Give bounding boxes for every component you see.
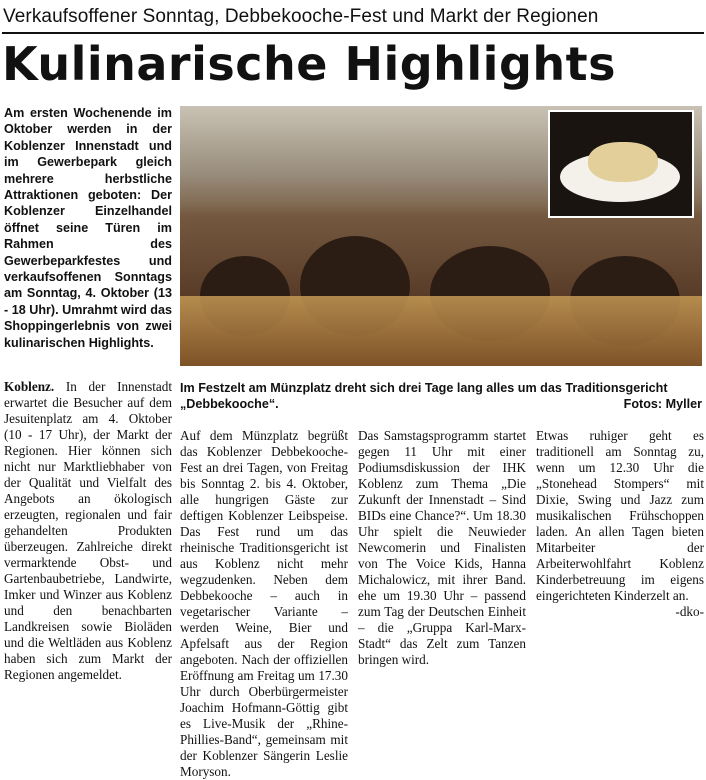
- body-column-1: [4, 379, 172, 711]
- header-rule: [2, 32, 704, 34]
- headline: Kulinarische Highlights: [2, 37, 616, 91]
- author-signature: -dko-: [675, 604, 704, 619]
- body-text: Auf dem Münzplatz begrüßt das Koblenzer Debbekooche-Fest an drei Tagen, von Freitag bis Sonntag 2. bis 4. Oktober, alle hungrigen Gäste zur deftigen Koblenzer Leibspeise. Das Fest rund um das rheinische Traditionsgericht ist aus Koblenz nicht mehr wegzudenken. Neben dem Debbekooche – auch in vegetarischer Variante – werden Weine, Bier und Apfelsaft aus der Region angeboten. Nach der offiziellen Eröffnung am Freitag um 17.30 Uhr durch Oberbürgermeister Joachim Hofmann-Göttig gibt es Live-Musik der „Rhine-Phillies-Band“, gemeinsam mit der Koblenzer Sängerin Leslie Moryson.: [180, 428, 348, 779]
- kicker-line: Verkaufsoffener Sonntag, Debbekooche-Fest und Markt der Regionen: [3, 6, 599, 27]
- photo-caption: [180, 380, 702, 412]
- body-text: In der Innenstadt erwartet die Besucher auf dem Jesuitenplatz am 4. Oktober (10 - 17 Uhr), der Markt der Regionen. Hier können sich nicht nur Marktliebhaber von der Qualität und Vielfalt des Angebots an ökologisch erzeugten, regionalen und fair gehandelten Produkten überzeugen. Zahlreiche direkt vermarktende Obst- und Gartenbaubetriebe, Landwirte, Imker und Winzer aus Koblenz und den benachbarten Landkreisen sowie Bioläden und die Weltläden aus Koblenz haben sich zum Markt der Regionen angemeldet.: [4, 379, 172, 682]
- festival-tables: [180, 296, 702, 366]
- body-column-3: [358, 428, 526, 711]
- photo-credit: Fotos: Myller: [623, 397, 702, 411]
- dateline: Koblenz.: [4, 379, 55, 394]
- body-column-4: [536, 428, 704, 711]
- body-column-2: [180, 428, 348, 779]
- caption-text: Im Festzelt am Münzplatz dreht sich drei Tage lang alles um das Traditionsgericht „Debbekooche“.: [180, 381, 668, 411]
- body-text: Das Samstagsprogramm startet gegen 11 Uhr mit einer Podiumsdiskussion der IHK Koblenz zum Thema „Die Zukunft der Innenstadt – Sind BIDs eine Chance?“. Um 18.30 Uhr spielt die Neuwieder Newcomerin und Finalisten von The Voice Kids, Hanna Michalowicz, mit ihrer Band. ehe um 19.30 Uhr – passend zum Tag der Deutschen Einheit – die „Gruppa Karl-Marx-Stadt“ das Zelt zum Tanzen bringen wird.: [358, 428, 526, 667]
- body-text: Etwas ruhiger geht es traditionell am Sonntag zu, wenn um 12.30 Uhr die „Stonehead Stompers“ mit Dixie, Swing und Jazz zum musikalischen Frühschoppen laden. An allen Tagen bieten Mitarbeiter der Arbeiterwohlfahrt Koblenz Kinderbetreuung im eigens eingerichteten Kinderzelt an.: [536, 428, 704, 603]
- dish-inset-photo: [548, 110, 694, 218]
- debbekooche-shape: [588, 142, 658, 182]
- intro-paragraph: Am ersten Wochenende im Oktober werden in der Koblenzer Innenstadt und im Gewerbepark gleich mehrere herbstliche Attraktionen geboten: Der Koblenzer Einzelhandel öffnet seine Türen im Rahmen des Gewerbeparkfestes und verkaufsoffenen Sonntags am Sonntag, 4. Oktober (13 - 18 Uhr). Umrahmt wird das Shoppingerlebnis von zwei kulinarischen Highlights.: [4, 106, 172, 350]
